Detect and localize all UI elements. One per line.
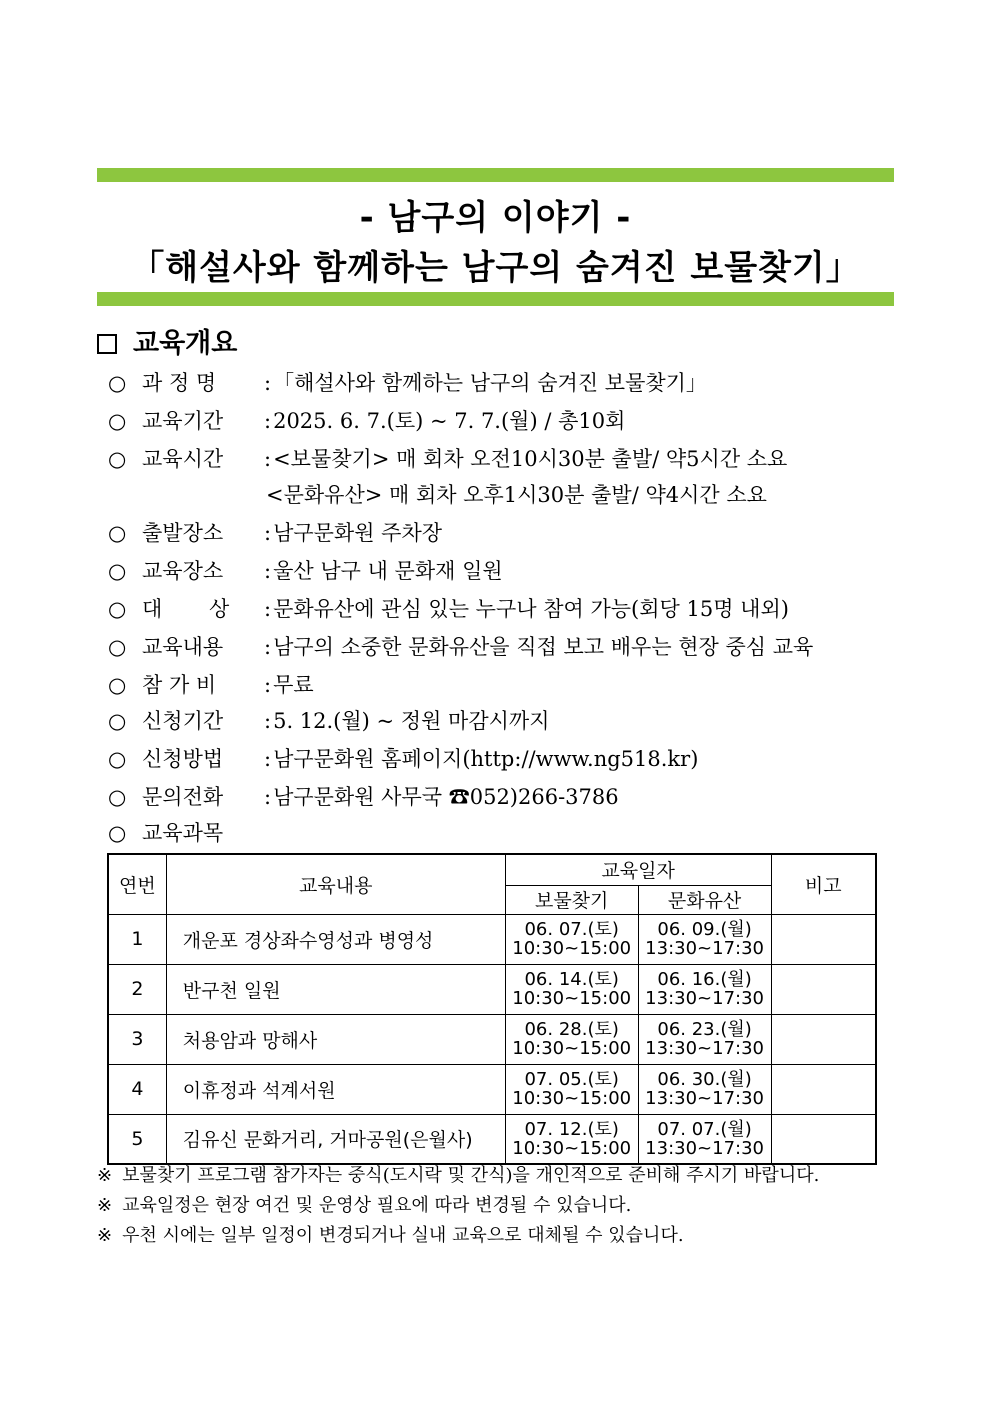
time-text: 10:30~15:00 [512,988,632,1009]
overview-item-value: 무료 [273,673,314,697]
overview-item [108,744,698,774]
time-text: 10:30~15:00 [512,1137,632,1159]
cell-content: 개운포 경상좌수영성과 병영성 [166,914,505,964]
note-mark-icon: ※ [97,1195,113,1216]
overview-item-value: <보물찾기> 매 회차 오전10시30분 출발/ 약5시간 소요 [273,447,788,471]
overview-item [108,670,314,700]
header-heritage: 문화유산 [638,885,771,914]
bullet-circle-icon: ○ [108,447,127,471]
overview-item-value: 2025. 6. 7.(토) ~ 7. 7.(월) / 총10회 [273,409,626,433]
time-text: 13:30~17:30 [645,938,764,959]
checkbox-square-icon [97,334,117,354]
overview-item-label: 교육기간 [142,409,224,433]
header-treasure: 보물찾기 [505,885,638,914]
date-text: 06. 07.(토) [524,919,619,940]
overview-item [108,556,503,586]
table-row [108,914,876,964]
date-text: 06. 30.(월) [657,1069,752,1090]
note-item [97,1223,684,1249]
bottom-green-bar [97,292,894,306]
overview-item [108,518,442,548]
cell-no: 4 [108,1064,166,1114]
overview-item [108,818,264,848]
overview-item [108,594,789,624]
colon: : [264,635,272,659]
header-no: 연번 [108,854,166,914]
overview-item [108,368,707,398]
title-line-1: - 남구의 이야기 - [359,198,632,238]
date-text: 06. 28.(토) [524,1019,619,1040]
bullet-circle-icon: ○ [108,371,127,395]
table-row [108,1114,876,1164]
note-item [97,1193,631,1219]
bullet-circle-icon: ○ [108,409,127,433]
time-text: 13:30~17:30 [645,1137,764,1159]
cell-no: 5 [108,1114,166,1164]
colon: : [264,673,272,697]
overview-item-value: 남구의 소중한 문화유산을 직접 보고 배우는 현장 중심 교육 [273,635,814,659]
cell-content: 반구천 일원 [166,964,505,1014]
cell-remarks [771,1114,876,1164]
table-row [108,1064,876,1114]
overview-item [108,406,625,436]
note-text: 보물찾기 프로그램 참가자는 중식(도시락 및 간식)을 개인적으로 준비해 주시기 바랍니다. [122,1165,820,1186]
time-text: 10:30~15:00 [512,1038,632,1059]
bullet-circle-icon: ○ [108,821,127,845]
overview-item-label: 문의전화 [142,785,224,809]
bullet-circle-icon: ○ [108,597,127,621]
cell-remarks [771,964,876,1014]
time-text: 10:30~15:00 [512,1088,632,1109]
cell-heritage-date [638,1014,771,1064]
date-text: 06. 09.(월) [657,919,752,940]
bullet-circle-icon: ○ [108,785,127,809]
date-text: 07. 12.(토) [524,1118,619,1140]
colon: : [264,559,272,583]
bullet-circle-icon: ○ [108,635,127,659]
overview-item [108,706,549,736]
table-row [108,1014,876,1064]
overview-item-value: 남구문화원 사무국 ☎052)266-3786 [273,785,619,809]
time-text: 10:30~15:00 [512,938,632,959]
overview-item-value: 남구문화원 주차장 [273,521,443,545]
header-dates: 교육일자 [505,854,771,885]
note-mark-icon: ※ [97,1225,113,1246]
bullet-circle-icon: ○ [108,521,127,545]
colon: : [264,409,272,433]
cell-no: 1 [108,914,166,964]
note-mark-icon: ※ [97,1165,113,1186]
overview-item-label: 교육내용 [142,635,224,659]
overview-item-label: 대 상 [142,597,230,621]
cell-no: 2 [108,964,166,1014]
colon: : [264,785,272,809]
overview-item-label: 신청방법 [142,747,224,771]
overview-item-label: 교육과목 [142,821,224,845]
overview-item-value[interactable]: 남구문화원 홈페이지(http://www.ng518.kr) [273,747,699,771]
time-text: 13:30~17:30 [645,1038,764,1059]
date-text: 06. 23.(월) [657,1019,752,1040]
overview-item-value-cont: <문화유산> 매 회차 오후1시30분 출발/ 약4시간 소요 [266,483,767,507]
overview-item [108,444,787,474]
cell-content: 처용암과 망해사 [166,1014,505,1064]
cell-remarks [771,914,876,964]
date-text: 07. 05.(토) [524,1069,619,1090]
overview-item-value: 울산 남구 내 문화재 일원 [273,559,503,583]
date-text: 06. 16.(월) [657,969,752,990]
cell-content: 이휴정과 석계서원 [166,1064,505,1114]
colon: : [264,709,272,733]
colon: : [264,447,272,471]
cell-heritage-date [638,1064,771,1114]
cell-no: 3 [108,1014,166,1064]
colon: : [264,371,272,395]
cell-content: 김유신 문화거리, 거마공원(은월사) [166,1114,505,1164]
date-text: 07. 07.(월) [657,1118,752,1140]
table-row [108,964,876,1014]
cell-heritage-date [638,914,771,964]
time-text: 13:30~17:30 [645,1088,764,1109]
overview-item-label: 교육장소 [142,559,224,583]
colon: : [264,747,272,771]
title-line-2: 「해설사와 함께하는 남구의 숨겨진 보물찾기」 [130,248,861,288]
note-text: 교육일정은 현장 여건 및 운영상 필요에 따라 변경될 수 있습니다. [122,1195,632,1216]
cell-heritage-date [638,1114,771,1164]
overview-item-label: 참 가 비 [142,673,217,697]
header-content: 교육내용 [166,854,505,914]
overview-item-label: 출발장소 [142,521,224,545]
overview-item-label: 신청기간 [142,709,224,733]
cell-heritage-date [638,964,771,1014]
schedule-table [107,853,877,1165]
time-text: 13:30~17:30 [645,988,764,1009]
top-green-bar [97,168,894,182]
cell-treasure-date [505,1014,638,1064]
cell-remarks [771,1014,876,1064]
cell-treasure-date [505,1114,638,1164]
note-text: 우천 시에는 일부 일정이 변경되거나 실내 교육으로 대체될 수 있습니다. [122,1225,684,1246]
note-item [97,1163,819,1189]
cell-treasure-date [505,1064,638,1114]
bullet-circle-icon: ○ [108,673,127,697]
colon: : [264,597,272,621]
bullet-circle-icon: ○ [108,709,127,733]
cell-treasure-date [505,964,638,1014]
cell-remarks [771,1064,876,1114]
bullet-circle-icon: ○ [108,747,127,771]
overview-item-label: 교육시간 [142,447,224,471]
colon: : [264,521,272,545]
header-remarks: 비고 [771,854,876,914]
overview-item-label: 과 정 명 [142,371,217,395]
section-heading-text: 교육개요 [133,328,238,359]
section-heading [97,326,237,362]
overview-item [108,782,619,812]
overview-item-value: 5. 12.(월) ~ 정원 마감시까지 [273,709,550,733]
date-text: 06. 14.(토) [524,969,619,990]
overview-item [108,632,813,662]
cell-treasure-date [505,914,638,964]
bullet-circle-icon: ○ [108,559,127,583]
overview-item-value: 문화유산에 관심 있는 누구나 참여 가능(회당 15명 내외) [273,597,789,621]
overview-item-value: 「해설사와 함께하는 남구의 숨겨진 보물찾기」 [273,371,707,395]
